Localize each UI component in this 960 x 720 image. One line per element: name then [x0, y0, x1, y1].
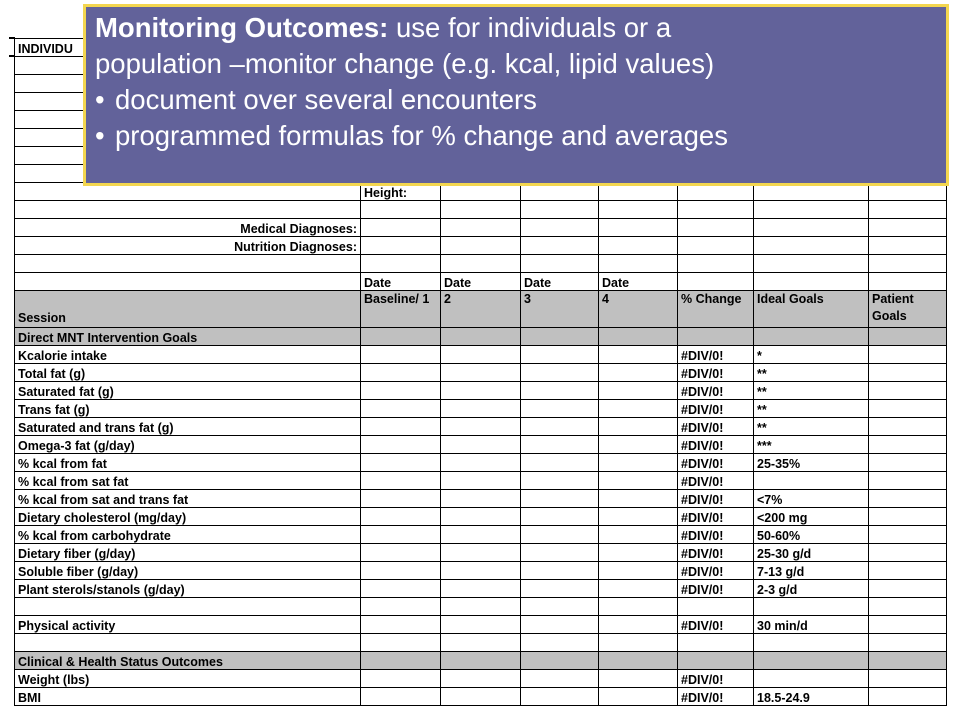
- value-cell[interactable]: [361, 616, 441, 634]
- cell: [869, 652, 947, 670]
- section-header-row: [15, 328, 947, 346]
- cell[interactable]: [678, 273, 754, 291]
- value-cell[interactable]: [521, 670, 599, 688]
- value-cell[interactable]: [441, 544, 521, 562]
- cell: [521, 328, 599, 346]
- value-cell[interactable]: [361, 544, 441, 562]
- ideal-goal-cell: **: [754, 364, 869, 382]
- table-row: [15, 580, 947, 598]
- cell[interactable]: [754, 255, 869, 273]
- patient-goal-cell[interactable]: [869, 562, 947, 580]
- row-label: % kcal from carbohydrate: [15, 526, 361, 544]
- pct-change-cell: [678, 598, 754, 616]
- cell[interactable]: [15, 255, 361, 273]
- row-label: Saturated and trans fat (g): [15, 418, 361, 436]
- value-cell[interactable]: [521, 346, 599, 364]
- value-cell[interactable]: [521, 436, 599, 454]
- table-row: [15, 436, 947, 454]
- cell[interactable]: [521, 255, 599, 273]
- callout-intro: use for individuals or a: [395, 12, 672, 43]
- ideal-goal-cell: **: [754, 418, 869, 436]
- value-cell[interactable]: [521, 454, 599, 472]
- table-row: [15, 364, 947, 382]
- row-label: Plant sterols/stanols (g/day): [15, 580, 361, 598]
- pct-change-cell: #DIV/0!: [678, 580, 754, 598]
- value-cell[interactable]: [521, 508, 599, 526]
- callout-bullet-text: document over several encounters: [115, 84, 537, 115]
- session-3-header: 3: [521, 291, 599, 328]
- pct-change-cell: #DIV/0!: [678, 688, 754, 706]
- value-cell[interactable]: [521, 598, 599, 616]
- cell[interactable]: [361, 201, 441, 219]
- value-cell[interactable]: [441, 562, 521, 580]
- date-label: Date: [521, 273, 599, 291]
- value-cell[interactable]: [361, 364, 441, 382]
- sheet-title: INDIVIDU: [15, 39, 361, 57]
- cell[interactable]: [678, 219, 754, 237]
- value-cell[interactable]: [599, 508, 678, 526]
- pct-change-cell: #DIV/0!: [678, 364, 754, 382]
- row-label: Saturated fat (g): [15, 382, 361, 400]
- cell: [441, 652, 521, 670]
- value-cell[interactable]: [599, 490, 678, 508]
- value-cell[interactable]: [361, 472, 441, 490]
- diagnosis-row: [15, 237, 947, 255]
- row-label: Dietary cholesterol (mg/day): [15, 508, 361, 526]
- patient-goal-cell[interactable]: [869, 544, 947, 562]
- nutrition-diagnoses-label: Nutrition Diagnoses:: [15, 237, 361, 255]
- bullet-icon: •: [95, 84, 105, 115]
- patient-goal-cell[interactable]: [869, 508, 947, 526]
- row-label: Soluble fiber (g/day): [15, 562, 361, 580]
- row-label: Physical activity: [15, 616, 361, 634]
- value-cell[interactable]: [441, 616, 521, 634]
- table-row: [15, 382, 947, 400]
- patient-goal-cell[interactable]: [869, 634, 947, 652]
- cell: [754, 328, 869, 346]
- pct-change-cell: #DIV/0!: [678, 454, 754, 472]
- table-row: [15, 544, 947, 562]
- baseline-header: Baseline/ 1: [361, 291, 441, 328]
- row-label: % kcal from sat fat: [15, 472, 361, 490]
- cell: [869, 328, 947, 346]
- ideal-goal-cell: 25-35%: [754, 454, 869, 472]
- cell[interactable]: [361, 219, 441, 237]
- cell: [599, 328, 678, 346]
- ideal-goal-cell: [754, 472, 869, 490]
- ideal-goal-cell: <7%: [754, 490, 869, 508]
- cell[interactable]: [678, 255, 754, 273]
- table-row: [15, 418, 947, 436]
- blank-row: [15, 201, 947, 219]
- value-cell[interactable]: [441, 580, 521, 598]
- value-cell[interactable]: [441, 526, 521, 544]
- value-cell[interactable]: [521, 526, 599, 544]
- value-cell[interactable]: [441, 400, 521, 418]
- patient-goal-cell[interactable]: [869, 400, 947, 418]
- value-cell[interactable]: [521, 382, 599, 400]
- table-row: [15, 454, 947, 472]
- row-label: Omega-3 fat (g/day): [15, 436, 361, 454]
- patient-goal-cell[interactable]: [869, 364, 947, 382]
- ideal-goal-cell: <200 mg: [754, 508, 869, 526]
- table-row: [15, 562, 947, 580]
- value-cell[interactable]: [521, 580, 599, 598]
- value-cell[interactable]: [441, 382, 521, 400]
- value-cell[interactable]: [361, 382, 441, 400]
- session-2-header: 2: [441, 291, 521, 328]
- ideal-goal-cell: 50-60%: [754, 526, 869, 544]
- callout-line-1: [95, 10, 936, 46]
- value-cell[interactable]: [599, 670, 678, 688]
- cell: [441, 328, 521, 346]
- pct-change-cell: #DIV/0!: [678, 490, 754, 508]
- table-row: [15, 346, 947, 364]
- cell: [754, 652, 869, 670]
- value-cell[interactable]: [521, 490, 599, 508]
- pct-change-cell: #DIV/0!: [678, 400, 754, 418]
- value-cell[interactable]: [441, 670, 521, 688]
- row-label: Total fat (g): [15, 364, 361, 382]
- date-label: Date: [599, 273, 678, 291]
- column-header-row: [15, 291, 947, 328]
- value-cell[interactable]: [361, 688, 441, 706]
- callout-bullet: [95, 118, 936, 154]
- row-label: Trans fat (g): [15, 400, 361, 418]
- value-cell[interactable]: [361, 526, 441, 544]
- patient-goal-cell[interactable]: [869, 490, 947, 508]
- cell[interactable]: [754, 273, 869, 291]
- session-4-header: 4: [599, 291, 678, 328]
- cell[interactable]: [361, 255, 441, 273]
- callout-line-2: population –monitor change (e.g. kcal, lipid values): [95, 48, 715, 79]
- medical-diagnoses-label: Medical Diagnoses:: [15, 219, 361, 237]
- value-cell[interactable]: [441, 346, 521, 364]
- row-label: % kcal from sat and trans fat: [15, 490, 361, 508]
- cell[interactable]: [441, 219, 521, 237]
- cell[interactable]: [599, 201, 678, 219]
- value-cell[interactable]: [599, 364, 678, 382]
- value-cell[interactable]: [441, 598, 521, 616]
- ideal-goal-cell: [754, 598, 869, 616]
- value-cell[interactable]: [441, 436, 521, 454]
- height-label: Height:: [361, 183, 441, 201]
- cell[interactable]: [441, 255, 521, 273]
- value-cell[interactable]: [521, 688, 599, 706]
- row-label: Weight (lbs): [15, 670, 361, 688]
- pct-change-cell: #DIV/0!: [678, 472, 754, 490]
- ideal-goal-cell: **: [754, 400, 869, 418]
- value-cell[interactable]: [521, 544, 599, 562]
- value-cell[interactable]: [361, 490, 441, 508]
- value-cell[interactable]: [361, 634, 441, 652]
- value-cell[interactable]: [441, 490, 521, 508]
- patient-goal-cell[interactable]: [869, 436, 947, 454]
- cell[interactable]: [521, 201, 599, 219]
- value-cell[interactable]: [441, 472, 521, 490]
- row-label: BMI: [15, 688, 361, 706]
- monitoring-outcomes-callout: [83, 4, 949, 186]
- section-title: Clinical & Health Status Outcomes: [15, 652, 361, 670]
- cell[interactable]: [678, 237, 754, 255]
- value-cell[interactable]: [361, 454, 441, 472]
- callout-bullet: [95, 82, 936, 118]
- patient-goal-cell[interactable]: [869, 580, 947, 598]
- ideal-goal-cell: 25-30 g/d: [754, 544, 869, 562]
- cell[interactable]: [754, 201, 869, 219]
- ideal-goals-header: Ideal Goals: [754, 291, 869, 328]
- value-cell[interactable]: [599, 562, 678, 580]
- pct-change-cell: #DIV/0!: [678, 616, 754, 634]
- ideal-goal-cell: *: [754, 346, 869, 364]
- cell: [361, 652, 441, 670]
- value-cell[interactable]: [599, 436, 678, 454]
- date-row: [15, 273, 947, 291]
- value-cell[interactable]: [361, 436, 441, 454]
- ideal-goal-cell: **: [754, 382, 869, 400]
- ideal-goal-cell: [754, 670, 869, 688]
- cell[interactable]: [869, 201, 947, 219]
- cell: [15, 273, 361, 291]
- pct-change-cell: #DIV/0!: [678, 436, 754, 454]
- cell[interactable]: [869, 255, 947, 273]
- ideal-goal-cell: 18.5-24.9: [754, 688, 869, 706]
- value-cell[interactable]: [361, 562, 441, 580]
- ideal-goal-cell: 30 min/d: [754, 616, 869, 634]
- value-cell[interactable]: [521, 418, 599, 436]
- bullet-icon: •: [95, 120, 105, 151]
- cell[interactable]: [521, 219, 599, 237]
- patient-goal-cell[interactable]: [869, 382, 947, 400]
- value-cell[interactable]: [599, 454, 678, 472]
- cell: [678, 652, 754, 670]
- section-header-row: [15, 652, 947, 670]
- table-row: [15, 490, 947, 508]
- cell: [521, 652, 599, 670]
- value-cell[interactable]: [361, 670, 441, 688]
- blank-row: [15, 255, 947, 273]
- table-row: [15, 616, 947, 634]
- value-cell[interactable]: [441, 688, 521, 706]
- cell[interactable]: [869, 273, 947, 291]
- pct-change-cell: #DIV/0!: [678, 562, 754, 580]
- value-cell[interactable]: [599, 400, 678, 418]
- pct-change-cell: #DIV/0!: [678, 526, 754, 544]
- patient-goal-cell[interactable]: [869, 688, 947, 706]
- value-cell[interactable]: [599, 382, 678, 400]
- session-header: Session: [15, 291, 361, 328]
- diagnosis-row: [15, 219, 947, 237]
- value-cell[interactable]: [361, 346, 441, 364]
- table-row: [15, 598, 947, 616]
- value-cell[interactable]: [441, 634, 521, 652]
- value-cell[interactable]: [441, 454, 521, 472]
- cell: [599, 652, 678, 670]
- table-row: [15, 400, 947, 418]
- ideal-goal-cell: ***: [754, 436, 869, 454]
- cell[interactable]: [754, 237, 869, 255]
- value-cell[interactable]: [521, 634, 599, 652]
- ideal-goal-cell: 7-13 g/d: [754, 562, 869, 580]
- cell[interactable]: [599, 255, 678, 273]
- table-row: [15, 472, 947, 490]
- cell[interactable]: [678, 201, 754, 219]
- callout-bullet-text: programmed formulas for % change and averages: [115, 120, 728, 151]
- row-label: [15, 634, 361, 652]
- pct-change-header: % Change: [678, 291, 754, 328]
- value-cell[interactable]: [441, 418, 521, 436]
- cell[interactable]: [754, 219, 869, 237]
- value-cell[interactable]: [599, 418, 678, 436]
- value-cell[interactable]: [361, 400, 441, 418]
- table-row: [15, 634, 947, 652]
- patient-goal-cell[interactable]: [869, 670, 947, 688]
- pct-change-cell: #DIV/0!: [678, 508, 754, 526]
- value-cell[interactable]: [599, 634, 678, 652]
- cell[interactable]: [599, 219, 678, 237]
- value-cell[interactable]: [599, 580, 678, 598]
- value-cell[interactable]: [599, 472, 678, 490]
- value-cell[interactable]: [521, 472, 599, 490]
- value-cell[interactable]: [361, 508, 441, 526]
- value-cell[interactable]: [521, 562, 599, 580]
- patient-goal-cell[interactable]: [869, 472, 947, 490]
- patient-goal-cell[interactable]: [869, 598, 947, 616]
- pct-change-cell: [678, 634, 754, 652]
- value-cell[interactable]: [521, 364, 599, 382]
- value-cell[interactable]: [521, 400, 599, 418]
- date-label: Date: [441, 273, 521, 291]
- section-title: Direct MNT Intervention Goals: [15, 328, 361, 346]
- row-label: % kcal from fat: [15, 454, 361, 472]
- table-row: [15, 526, 947, 544]
- value-cell[interactable]: [599, 544, 678, 562]
- pct-change-cell: #DIV/0!: [678, 418, 754, 436]
- value-cell[interactable]: [599, 688, 678, 706]
- patient-goals-header: Patient Goals: [869, 291, 947, 328]
- patient-goal-cell[interactable]: [869, 346, 947, 364]
- patient-goal-cell[interactable]: [869, 616, 947, 634]
- patient-goal-cell[interactable]: [869, 418, 947, 436]
- cell[interactable]: [441, 237, 521, 255]
- cell: [678, 328, 754, 346]
- row-label: Dietary fiber (g/day): [15, 544, 361, 562]
- pct-change-cell: #DIV/0!: [678, 544, 754, 562]
- value-cell[interactable]: [361, 580, 441, 598]
- pct-change-cell: #DIV/0!: [678, 670, 754, 688]
- row-label: Kcalorie intake: [15, 346, 361, 364]
- value-cell[interactable]: [521, 616, 599, 634]
- value-cell[interactable]: [599, 598, 678, 616]
- callout-heading: Monitoring Outcomes:: [95, 12, 389, 43]
- cell[interactable]: [869, 237, 947, 255]
- ideal-goal-cell: [754, 634, 869, 652]
- ideal-goal-cell: 2-3 g/d: [754, 580, 869, 598]
- cell[interactable]: [869, 219, 947, 237]
- patient-goal-cell[interactable]: [869, 526, 947, 544]
- value-cell[interactable]: [441, 364, 521, 382]
- pct-change-cell: #DIV/0!: [678, 382, 754, 400]
- table-row: [15, 508, 947, 526]
- value-cell[interactable]: [361, 598, 441, 616]
- value-cell[interactable]: [599, 346, 678, 364]
- cell[interactable]: [15, 201, 361, 219]
- cell[interactable]: [599, 237, 678, 255]
- cell: [361, 328, 441, 346]
- cell[interactable]: [441, 201, 521, 219]
- date-label: Date: [361, 273, 441, 291]
- table-row: [15, 670, 947, 688]
- value-cell[interactable]: [361, 418, 441, 436]
- value-cell[interactable]: [441, 508, 521, 526]
- cell[interactable]: [521, 237, 599, 255]
- cell[interactable]: [361, 237, 441, 255]
- pct-change-cell: #DIV/0!: [678, 346, 754, 364]
- value-cell[interactable]: [599, 616, 678, 634]
- value-cell[interactable]: [599, 526, 678, 544]
- row-label: [15, 598, 361, 616]
- table-row: [15, 688, 947, 706]
- patient-goal-cell[interactable]: [869, 454, 947, 472]
